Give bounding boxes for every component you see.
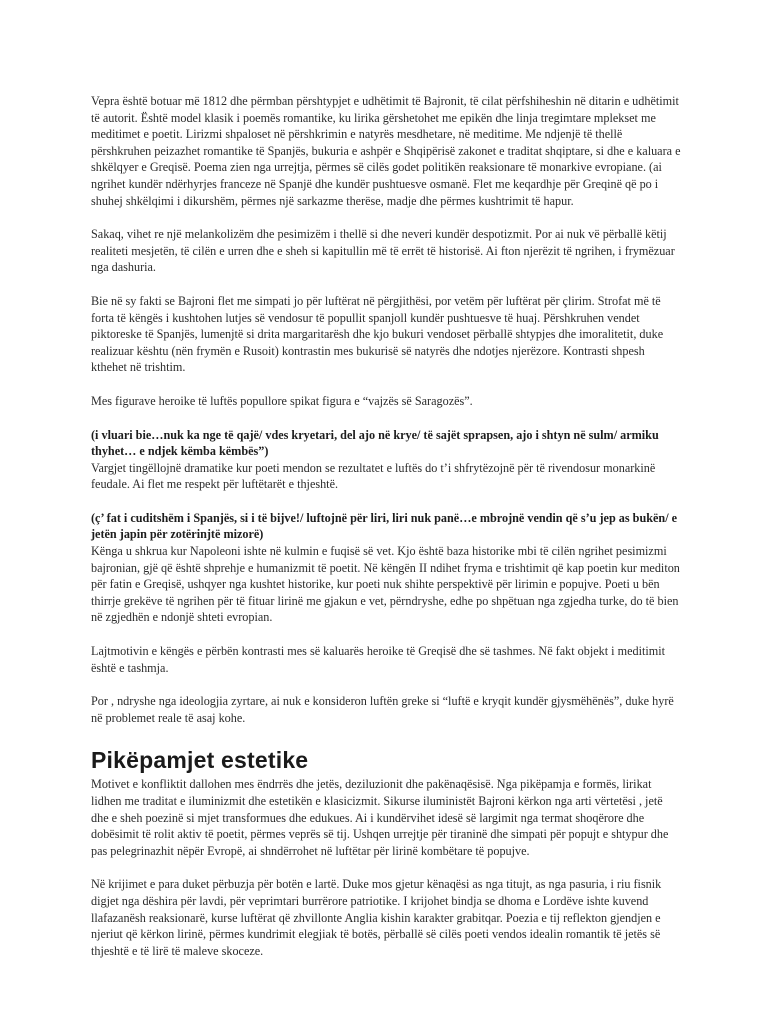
document-body bbox=[91, 93, 681, 976]
paragraph-leitmotif: Lajtmotivin e këngës e përbën kontrasti mes së kaluarës heroike të Greqisë dhe së tashmes. Në fakt objekt i meditimit është e tashmja. bbox=[91, 644, 665, 675]
quote-spain-fate: (ç’ fat i cuditshëm i Spanjës, si i të bijve!/ luftojnë për liri, liri nuk panë…e mbrojnë vendin që s’u jep as bukën/ e jetën japin për zotërinjtë mizorë) bbox=[91, 510, 678, 542]
section-heading: Pikëpamjet estetike bbox=[91, 747, 309, 774]
paragraph-melancholy: Sakaq, vihet re një melankolizëm dhe pesimizëm i thellë si dhe neveri kundër despotizmit. Por ai nuk vë përballë këtij realiteti mesjetën, të cilën e urren dhe e sheh si kapitullin më të errët të historisë. Ai fton njerëzit të ngrihen, i frymëzuar nga dashuria. bbox=[91, 227, 675, 275]
paragraph-early-works: Në krijimet e para duket përbuzja për botën e lartë. Duke mos gjetur kënaqësi as nga titujt, as nga pasuria, i riu fisnik digjet nga dëshira për lavdi, për veprimtari burrërore patriotike. I krijohet bindja se dhoma e Lordëve ishte kuvend llafazanësh reaksionarë, kurse luftërat që zhvillonte Anglia kishin karakter grabitqar. Poezia e tij reflekton gjendjen e njeriut që kërkon lirinë, përmes kundrimit elegjiak të botës, përballë së cilës poeti vendos idealin romantik të jetës së thjeshtë e të lirë të maleve skoceze. bbox=[91, 877, 662, 958]
paragraph-conflict-motifs: Motivet e konfliktit dallohen mes ëndrrës dhe jetës, deziluzionit dhe pakënaqësisë. Nga pikëpamja e formës, lirikat lidhen me traditat e iluminizmit dhe estetikën e klasicizmit. Sikurse iluministët Bajroni kërkon nga arti vërtetësi , jetë dhe e sheh poezinë si mjet transformues dhe edukues. Ai i kundërvihet idesë së largimit nga termat shoqërore dhe dobësimit të rolit aktiv të poetit, përmes veprës së tij. Ushqen urrejtje për tiraninë dhe simpati për popujt e shtypur dhe pas pelegrinazhit nëpër Evropë, ai shndërrohet në luftëtar për lirinë kombëtare të popujve. bbox=[91, 777, 669, 858]
paragraph-saragoza: Mes figurave heroike të luftës popullore spikat figura e “vajzës së Saragozës”. bbox=[91, 393, 473, 408]
paragraph-dramatic-verses: Vargjet tingëllojnë dramatike kur poeti mendon se rezultatet e luftës do t’i shfrytëzojnë për të rivendosur monarkinë feudale. Ai flet me respekt për luftëtarët e thjeshtë. bbox=[91, 460, 656, 492]
quote-saragoza-verses: (i vluari bie…nuk ka nge të qajë/ vdes kryetari, del ajo në krye/ të sajët sprapsen, ajo i shtyn në sulm/ armiku thyhet… e ndjek këmba këmbës”) bbox=[91, 427, 659, 459]
paragraph-intro: Vepra është botuar më 1812 dhe përmban përshtypjet e udhëtimit të Bajronit, të cilat përfshiheshin në ditarin e udhëtimit të autorit. Është model klasik i poemës romantike, ku lirika gërshetohet me epikën dhe linja tregimtare mplekset me meditimet e poetit. Lirizmi shpaloset në përshkrimin e natyrës mesdhetare, në meditime. Me ndjenjë të thellë përshkruhen peizazhet romantike të Spanjës, bukuria e ashpër e Shqipërisë zakonet e traditat shqiptare, si dhe e kaluara e shkëlqyer e Greqisë. Poema zien nga urrejtja, përmes së cilës godet politikën reaksionare të monarkive evropiane. (ai ngrihet kundër ndërhyrjes franceze në Spanjë dhe kundër pushtuesve osmanë. Flet me keqardhje për Greqinë që po i shuhej shkëlqimi i dikurshëm, përmes një sarkazme therëse, madje dhe përmes kushtrimit të hapur. bbox=[91, 94, 681, 208]
paragraph-liberation-wars: Bie në sy fakti se Bajroni flet me simpati jo për luftërat në përgjithësi, por vetëm për luftërat për çlirim. Strofat më të forta të këngës i kushtohen lutjes së vendosur të popullit spanjoll kundër pushtuesve të huaj. Përshkruhen vendet piktoreske të Spanjës, lumenjtë si drita margaritarësh dhe kjo bukuri vendoset përballë shtypjes dhe imoralitetit, duke realizuar kështu (nën frymën e Rusoit) kontrastin mes bukurisë së natyrës dhe ndotjes njerëzore. Kontrasti shpesh kthehet në trishtim. bbox=[91, 293, 664, 375]
paragraph-ideology: Por , ndryshe nga ideologjia zyrtare, ai nuk e konsideron luftën greke si “luftë e kryqit kundër gjysmëhënës”, duke hyrë në problemet reale të asaj kohe. bbox=[91, 694, 674, 725]
paragraph-napoleon: Kënga u shkrua kur Napoleoni ishte në kulmin e fuqisë së vet. Kjo është baza historike mbi të cilën ngrihet pesimizmi bajronian, gjë që është shprehje e humanizmit të poetit. Në këngën II ndihet fryma e trishtimit që kap poetin kur mediton për fatin e Greqisë, ushqyer nga kushtet historike, kur poeti nuk shihte perspektivë për lirimin e popujve. Poeti u bën thirrje grekëve të ngrihen për të fituar lirinë me gjakun e vet, përndryshe, edhe po shpëtuan nga zgjedha turke, do të bien në zgjedhën e ndonjë shteti evropian. bbox=[91, 544, 680, 625]
